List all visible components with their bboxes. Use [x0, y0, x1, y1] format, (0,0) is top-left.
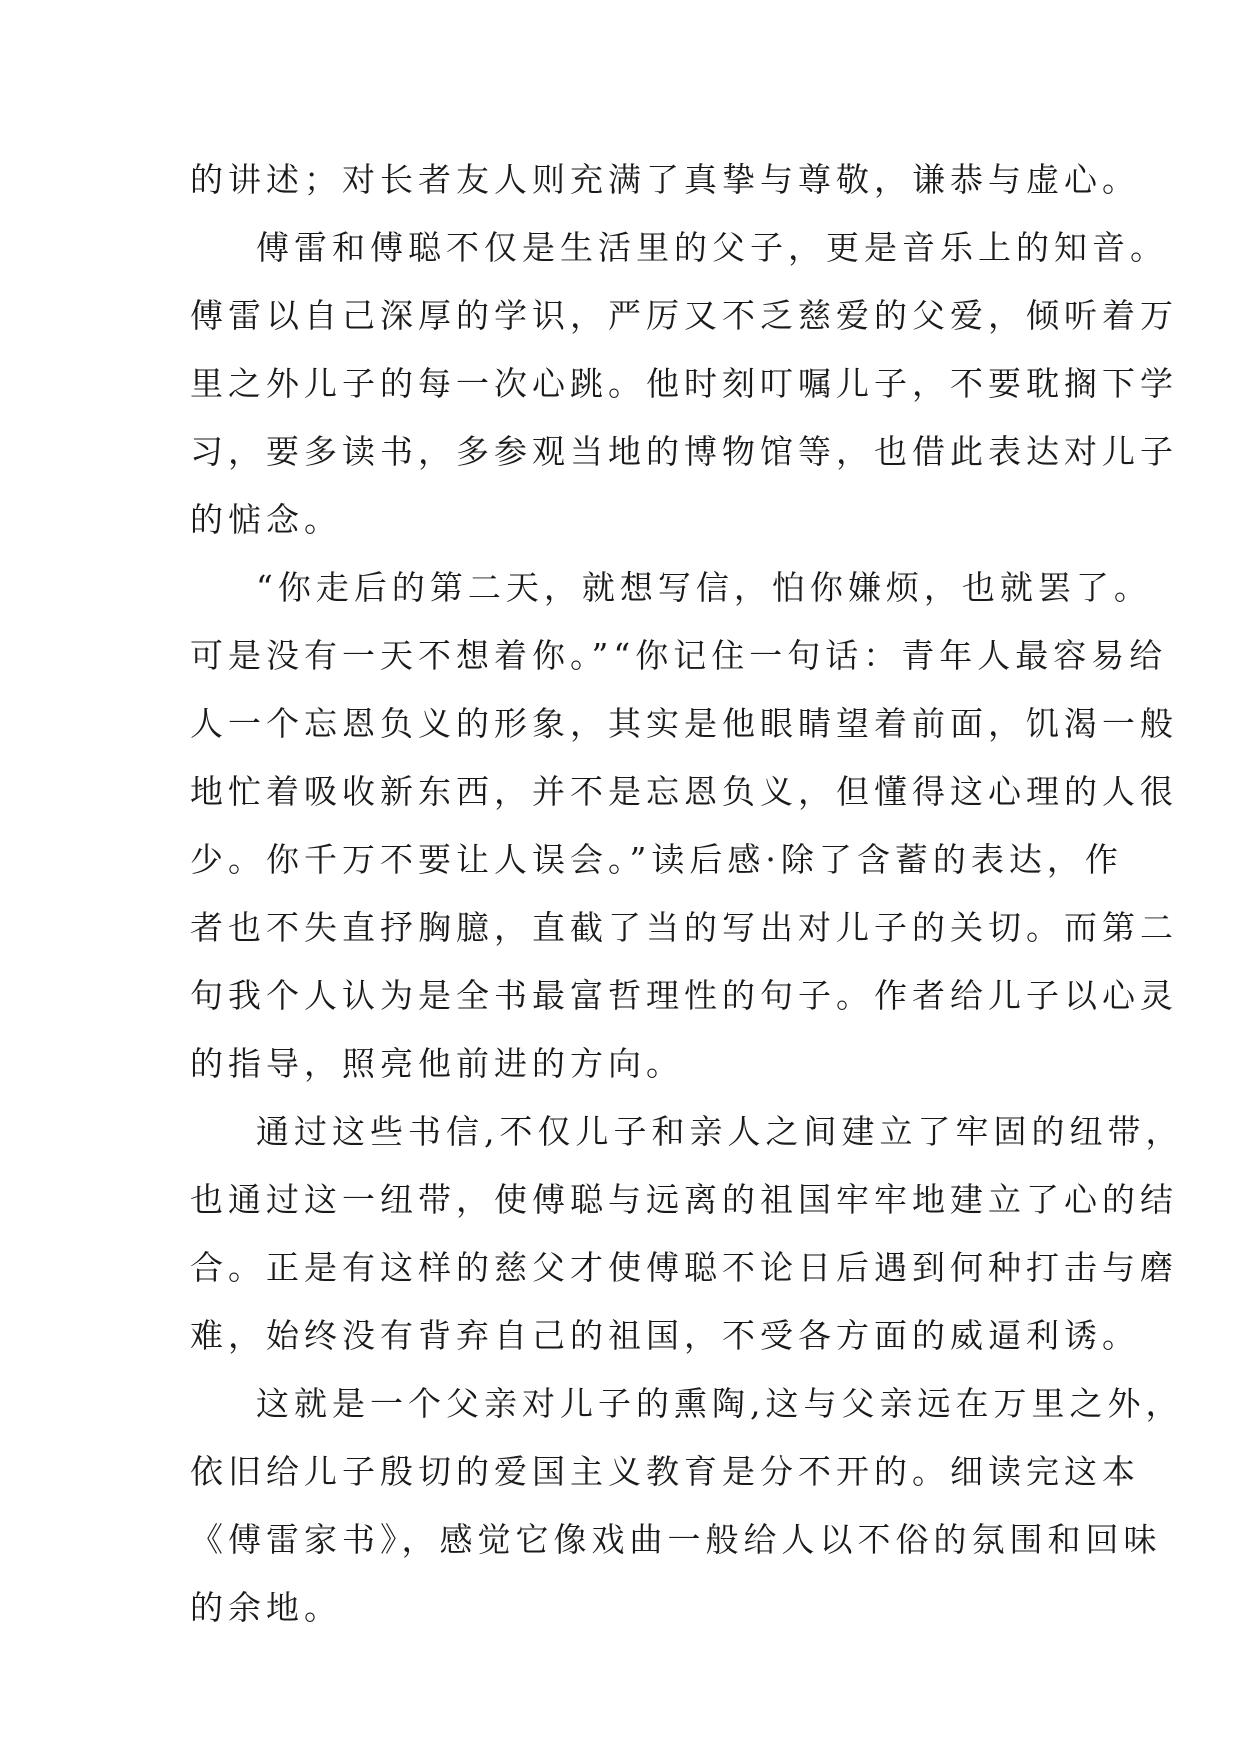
- paragraph-line: 合。正是有这样的慈父才使傅聪不论日后遇到何种打击与磨: [190, 1248, 1178, 1287]
- paragraph-line: 傅雷以自己深厚的学识，严厉又不乏慈爱的父爱，倾听着万: [190, 296, 1178, 335]
- paragraph-line: 通过这些书信,不仅儿子和亲人之间建立了牢固的纽带，: [256, 1112, 1184, 1151]
- paragraph-line: 的余地。: [190, 1588, 342, 1627]
- paragraph-line: 依旧给儿子殷切的爱国主义教育是分不开的。细读完这本: [190, 1452, 1140, 1491]
- paragraph-line: 《傅雷家书》，感觉它像戏曲一般给人以不俗的氛围和回味: [190, 1520, 1162, 1559]
- paragraph-line: 难，始终没有背弃自己的祖国，不受各方面的威逼利诱。: [190, 1316, 1140, 1355]
- paragraph-line: 也通过这一纽带，使傅聪与远离的祖国牢牢地建立了心的结: [190, 1180, 1178, 1219]
- paragraph-line: 人一个忘恩负义的形象，其实是他眼睛望着前面，饥渴一般: [190, 704, 1178, 743]
- paragraph-line: 傅雷和傅聪不仅是生活里的父子，更是音乐上的知音。: [256, 228, 1168, 267]
- paragraph-line: 的惦念。: [190, 500, 342, 539]
- paragraph-line: 可是没有一天不想着你。”“你记住一句话：青年人最容易给: [190, 636, 1168, 675]
- paragraph-line: 的指导，照亮他前进的方向。: [190, 1044, 684, 1083]
- paragraph-line: “你走后的第二天，就想写信，怕你嫌烦，也就罢了。: [256, 568, 1152, 607]
- paragraph-line: 这就是一个父亲对儿子的熏陶,这与父亲远在万里之外，: [256, 1384, 1184, 1423]
- paragraph-line: 的讲述；对长者友人则充满了真挚与尊敬，谦恭与虚心。: [190, 160, 1140, 199]
- paragraph-line: 习，要多读书，多参观当地的博物馆等，也借此表达对儿子: [190, 432, 1178, 471]
- paragraph-line: 者也不失直抒胸臆，直截了当的写出对儿子的关切。而第二: [190, 908, 1178, 947]
- paragraph-line: 里之外儿子的每一次心跳。他时刻叮嘱儿子，不要耽搁下学: [190, 364, 1178, 403]
- paragraph-line: 句我个人认为是全书最富哲理性的句子。作者给儿子以心灵: [190, 976, 1178, 1015]
- paragraph-line: 少。你千万不要让人误会。”读后感·除了含蓄的表达，作: [190, 840, 1123, 879]
- paragraph-line: 地忙着吸收新东西，并不是忘恩负义，但懂得这心理的人很: [190, 772, 1178, 811]
